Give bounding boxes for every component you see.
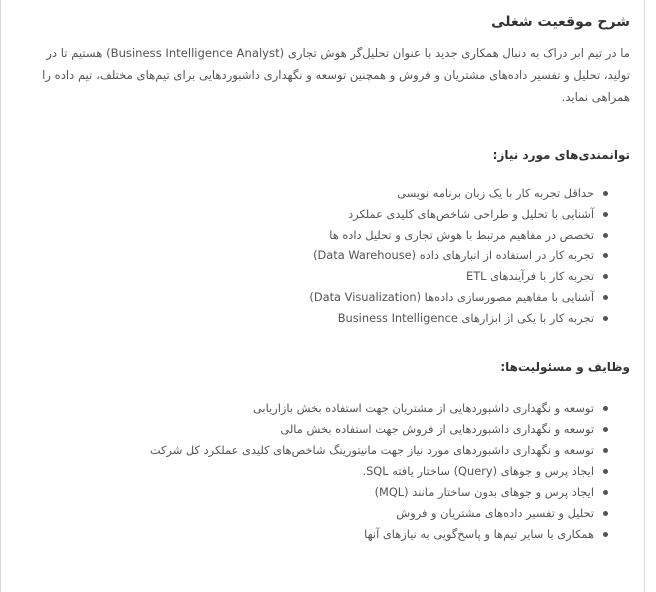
bullet-icon: [603, 427, 608, 432]
list-item: [19, 440, 608, 461]
skill-text: حداقل تجربه کار با یک زبان برنامه نویسی: [397, 186, 594, 200]
list-item: [19, 308, 608, 329]
bullet-icon: [603, 511, 608, 516]
list-item: [19, 225, 608, 246]
duty-text: تحلیل و تفسیر داده‌های مشتریان و فروش: [396, 505, 594, 520]
skills-list: [19, 183, 630, 329]
duty-text: ایجاد پرس و جوهای بدون ساختار مانند (MQL): [374, 484, 594, 499]
duties-list: [19, 398, 630, 545]
duties-heading: وظایف و مسئولیت‌ها:: [500, 359, 630, 374]
list-item: [19, 183, 608, 204]
list-item: [19, 503, 608, 524]
list-item: [19, 461, 608, 482]
bullet-icon: [603, 295, 608, 300]
bullet-icon: [603, 469, 608, 474]
skill-text: آشنایی با مفاهیم مصورسازی داده‌ها (Data Visualization): [309, 289, 594, 304]
list-item: [19, 245, 608, 266]
list-item: [19, 398, 608, 419]
job-description-content: [19, 12, 630, 545]
bullet-icon: [603, 191, 608, 196]
bullet-icon: [603, 490, 608, 495]
list-item: [19, 287, 608, 308]
skills-heading: توانمندی‌های مورد نیاز:: [492, 148, 630, 162]
job-description-text: ما در تیم ابر دراک به دنبال همکاری جدید با عنوان تحلیل‌گر هوش تجاری (Business Intelligence Analyst) هستیم تا در تولید، تحلیل و تفسیر داده‌های مشتریان و فروش و همچنین توسعه و نگهداری داشبوردهایی برای تیم‌های مختلف، تیم داده را همراهی نماید.: [42, 46, 630, 104]
list-item: [19, 482, 608, 503]
duty-text: همکاری با سایر تیم‌ها و پاسخ‌گویی به نیازهای آنها: [364, 526, 594, 541]
bullet-icon: [603, 448, 608, 453]
bullet-icon: [603, 212, 608, 217]
duty-text: ایجاد پرس و جوهای (Query) ساختار یافته SQL.: [362, 463, 594, 478]
bullet-icon: [603, 274, 608, 279]
duty-text: توسعه و نگهداری داشبوردهایی از مشتریان جهت استفاده بخش بازاریابی: [252, 400, 594, 415]
list-item: [19, 419, 608, 440]
bullet-icon: [603, 233, 608, 238]
bullet-icon: [603, 406, 608, 411]
bullet-icon: [603, 532, 608, 537]
skill-text: تجربه کار با فرآیندهای ETL: [466, 269, 594, 284]
duty-text: توسعه و نگهداری داشبوردهایی از فروش جهت استفاده بخش مالی: [280, 421, 594, 436]
bullet-icon: [603, 316, 608, 321]
job-title: شرح موقعیت شغلی: [491, 14, 630, 30]
duty-text: توسعه و نگهداری داشبوردهای مورد نیاز جهت مانیتورینگ شاخص‌های کلیدی عملکرد کل شرکت: [149, 442, 594, 457]
skill-text: آشنایی با تحلیل و طراحی شاخص‌های کلیدی عملکرد: [348, 206, 594, 221]
list-item: [19, 524, 608, 545]
skill-text: تخصص در مفاهیم مرتبط با هوش تجاری و تحلیل داده ها: [329, 227, 594, 242]
skill-text: تجربه کار با یکی از ابزارهای Business Intelligence: [337, 310, 594, 325]
list-item: [19, 204, 608, 225]
list-item: [19, 266, 608, 287]
skill-text: تجربه کار در استفاده از انبارهای داده (Data Warehouse): [313, 248, 594, 263]
bullet-icon: [603, 253, 608, 258]
